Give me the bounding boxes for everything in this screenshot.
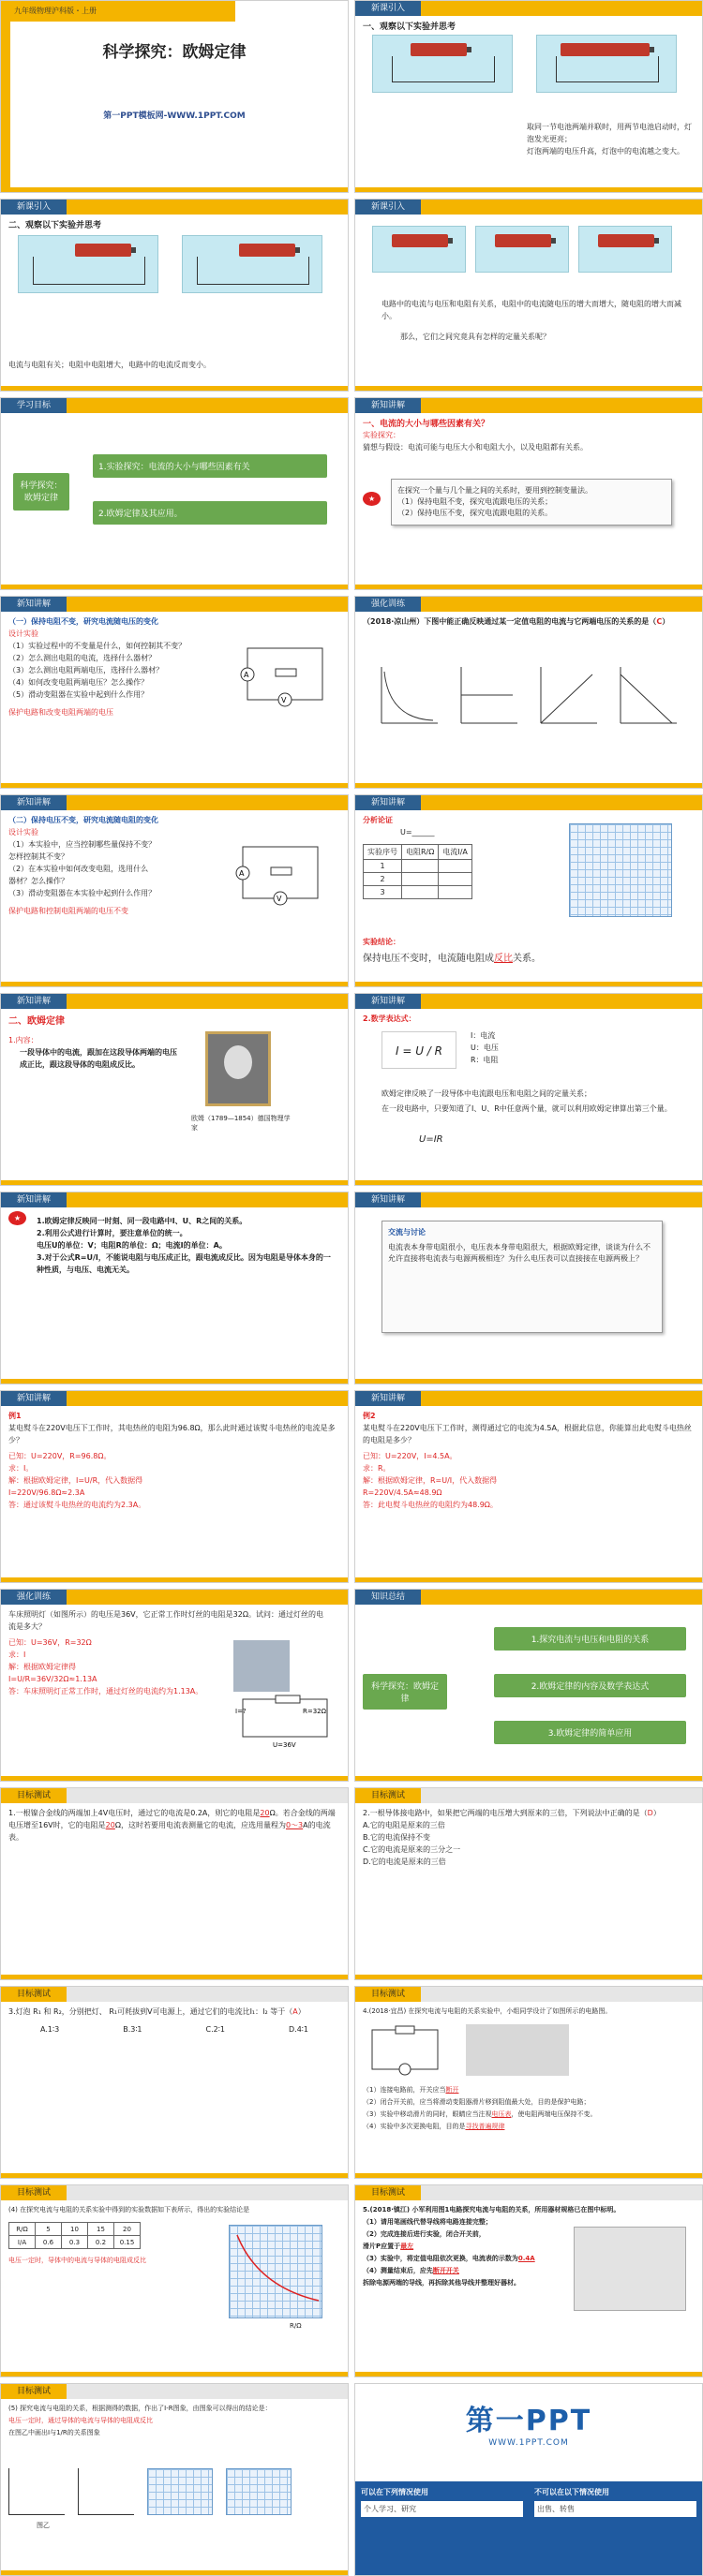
tab-label: 目标测试 xyxy=(1,1788,67,1803)
question-3: （3）滑动变阻器在本实验中起到什么作用？ xyxy=(8,889,157,897)
svg-text:R=32Ω: R=32Ω xyxy=(303,1708,326,1715)
question-4: （4）如何改变电阻两端电压？怎么操作？ xyxy=(8,678,149,687)
svg-text:I=?: I=? xyxy=(235,1708,247,1715)
fill-3: 最左 xyxy=(400,2243,414,2250)
portrait-caption: 欧姆（1789—1854）德国物理学家 xyxy=(191,1115,291,1132)
given: 已知：U=220V，I=4.5A。 xyxy=(363,1452,457,1460)
option-b: B.它的电流保持不变 xyxy=(363,1833,431,1842)
summary-3: 3.欧姆定律的简单应用 xyxy=(494,1721,686,1744)
slide-ohms-law[interactable] xyxy=(0,993,349,1186)
observation-text: 电流与电阻有关；电阻中电阻增大，电路中的电流反而变小。 xyxy=(8,361,211,369)
method-card: 在探究一个量与几个量之间的关系时，要用到控制变量法。 （1）保持电阻不变，探究电流跟电压的关系； （2）保持电压不变，探究电流跟电阻的关系。 xyxy=(391,479,672,526)
summary-topic: 科学探究：欧姆定律 xyxy=(363,1674,447,1710)
subheading: 分析论证 xyxy=(363,816,393,824)
tab-label: 新知讲解 xyxy=(355,1391,421,1406)
page-title: 科学探究：欧姆定律 xyxy=(102,43,247,62)
tab-label: 目标测试 xyxy=(1,2185,67,2200)
answer-text: D xyxy=(647,1809,653,1817)
slide-summary[interactable] xyxy=(354,1589,703,1782)
law-text: 一段导体中的电流，跟加在这段导体两端的电压成正比，跟这段导体的电阻成反比。 xyxy=(20,1048,177,1069)
result: I=U/R=36V/32Ω≈1.13A xyxy=(8,1675,97,1683)
question-text: 2.一根导体接电路中，如果把它两端的电压增大到原来的三倍，下列说法中正确的是（ xyxy=(363,1809,648,1817)
circuit-photo-6 xyxy=(475,226,569,273)
question-text: （2018·凉山州）下图中能正确反映通过某一定值电阻的电流与它两端电压的关系的是（ xyxy=(363,617,657,626)
brand-url: WWW.1PPT.COM xyxy=(488,2438,569,2448)
tab-label: 新课引入 xyxy=(355,1,421,16)
tab-label: 新课引入 xyxy=(355,200,421,215)
license-panel xyxy=(355,2481,702,2575)
question-text: (5) 探究电流与电阻的关系，根据测得的数据，作出了I-R图象，由图象可以得出的结论是： xyxy=(8,2405,272,2412)
observation-text: 取同一节电池两端并联时，用两节电池启动时，灯泡发光更亮； 灯泡两端的电压升高，灯泡中的电流越之变大。 xyxy=(527,123,692,155)
circuit-photo-2 xyxy=(536,35,677,93)
svg-text:V: V xyxy=(281,696,287,704)
example-label: 例2 xyxy=(363,1412,376,1420)
option-c: C.2∶1 xyxy=(205,2025,225,2034)
subheading: 设计实验 xyxy=(8,828,38,836)
circuit-photo-3 xyxy=(18,235,158,293)
objective-topic: 科学探究：欧姆定律 xyxy=(13,473,69,511)
solution: 解：根据欧姆定律得 xyxy=(8,1663,76,1671)
note-icon: ★ xyxy=(8,1211,26,1225)
tab-label: 新知讲解 xyxy=(355,994,421,1009)
option-d: D.它的电流是原来的三倍 xyxy=(363,1858,446,1866)
explanation-1: 欧姆定律反映了一段导体中电流跟电压和电阻之间的定量关系； xyxy=(381,1089,591,1098)
slide-brand[interactable] xyxy=(354,2383,703,2576)
question-text: (4) 在探究电流与电阻的关系实验中得到的实验数据如下表所示，得出的实验结论是 xyxy=(8,2206,250,2213)
answer: 答：此电熨斗电热丝的电阻约为48.9Ω。 xyxy=(363,1501,498,1509)
summary-1: 1.探究电流与电压和电阻的关系 xyxy=(494,1627,686,1651)
fill-4: 0.4A xyxy=(517,2255,535,2262)
tab-label: 新知讲解 xyxy=(1,994,67,1009)
svg-text:A: A xyxy=(239,869,245,878)
question-text: 4.(2018·宜昌) 在探究电流与电阻的关系实验中，小组同学设计了如图所示的电路图。 xyxy=(363,2007,612,2015)
graph-row xyxy=(8,2468,292,2515)
forbidden-title: 不可以在以下情况使用 xyxy=(534,2488,609,2496)
circuit-photo-5 xyxy=(372,226,466,273)
section-heading: （一）保持电阻不变，研究电流随电压的变化 xyxy=(8,617,158,626)
result: I=220V/96.8Ω≈2.3A xyxy=(8,1488,85,1497)
discussion-card: 交流与讨论 电流表本身带电阻很小，电压表本身带电阻很大，根据欧姆定律，谈谈为什么不允许直接将电流表与电源两极相连？为什么电压表可以直接接在电源两极上？ xyxy=(381,1221,663,1333)
option-b: B.3∶1 xyxy=(123,2025,142,2034)
answer-text: A xyxy=(292,2007,298,2016)
question-text: 某电熨斗在220V电压下工作时，其电热丝的电阻为96.8Ω，那么此时通过该熨斗电热丝的电流是多少？ xyxy=(8,1424,336,1444)
answer-text: 电压一定时，导体中的电流与导体的电阻成反比 xyxy=(8,2257,146,2264)
objective-2: 2.欧姆定律及其应用。 xyxy=(93,501,327,525)
slide-notes[interactable] xyxy=(0,1192,349,1384)
circuit-diagram xyxy=(233,837,327,912)
answer-text: 保护电路和控制电阻两端的电压不变 xyxy=(8,907,128,915)
content-label: 1.内容： xyxy=(8,1036,38,1044)
conclusion-fill: 反比 xyxy=(494,954,513,964)
section-heading: 二、欧姆定律 xyxy=(8,1016,65,1027)
tab-label: 目标测试 xyxy=(355,1987,421,2002)
answer-text: 电压一定时，通过导体的电流与导体的电阻成反比 xyxy=(8,2417,153,2424)
objective-1: 1.实验探究：电流的大小与哪些因素有关 xyxy=(93,454,327,478)
note-1: 1.欧姆定律反映同一时刻、同一段电路中I、U、R之间的关系。 xyxy=(37,1217,247,1225)
tab-label: 强化训练 xyxy=(355,597,421,612)
question-text: 1.一根镍合金线的两端加上4V电压时，通过它的电流是0.2A，则它的电阻是 xyxy=(8,1809,261,1817)
circuit-photo-4 xyxy=(182,235,322,293)
tab-label: 目标测试 xyxy=(1,1987,67,2002)
slide-formula[interactable] xyxy=(354,993,703,1186)
graph-paper xyxy=(569,823,672,917)
voltage-blank: U=______ xyxy=(400,828,435,836)
allowed-title: 可以在下列情况使用 xyxy=(361,2488,428,2496)
circuit-photo-7 xyxy=(578,226,672,273)
slide-test-3[interactable]: 目标测试 3.灯泡 R₁ 和 R₂，分别把灯、 R₁可耗拔到V可电源上，通过它们的电流比I₁：I₂ 等于（A） A.1∶3 B.3∶1 C.2∶1 D.4∶1 xyxy=(0,1986,349,2179)
slide-factors[interactable] xyxy=(354,397,703,590)
find: 求：I xyxy=(8,1651,26,1659)
tab-label: 新知讲解 xyxy=(1,1391,67,1406)
circuit-diagram xyxy=(238,639,332,714)
data-table: 实验序号 电阻R/Ω 电流I/A 1 2 3 xyxy=(363,844,472,899)
tab-label: 目标测试 xyxy=(355,2185,421,2200)
slide-example-1[interactable] xyxy=(0,1390,349,1583)
answer-2: 20 xyxy=(105,1821,115,1829)
lamp-circuit xyxy=(233,1695,337,1751)
question-2b: 器材？怎么操作？ xyxy=(8,877,68,885)
tab-label: 新知讲解 xyxy=(355,398,421,413)
tab-label: 新知讲解 xyxy=(355,795,421,810)
tab-label: 学习目标 xyxy=(1,398,67,413)
slide-intro-3[interactable] xyxy=(354,199,703,392)
explanation-2: 在一段电路中，只要知道了I、U、R中任意两个量，就可以利用欧姆定律算出第三个量。 xyxy=(381,1104,672,1113)
given: 已知：U=36V，R=32Ω xyxy=(8,1638,92,1647)
summary-text: 电路中的电流与电压和电阻有关系，电阻中的电流随电压的增大而增大，随电阻的增大而减小。 xyxy=(381,300,681,320)
section-heading: 一、观察以下实验并思考 xyxy=(363,22,456,32)
result: R=220V/4.5A≈48.9Ω xyxy=(363,1488,442,1497)
conclusion-label: 实验结论： xyxy=(363,938,400,946)
slide-test-4[interactable]: 目标测试 4.(2018·宜昌) 在探究电流与电阻的关系实验中，小组同学设计了如图所示的电路图。 （1）连接电路前，开关应当断开 （2）闭合开关前，应当将滑动变阻器滑片移到阻值最大处，目的是保护电路； （3）实验中移动滑片的同时，眼睛应当注视电压表，使电阻两端电压保持不变。 （4）实验中多次更换电阻，目的是寻找普遍规律 xyxy=(354,1986,703,2179)
fill-4: 寻找普遍规律 xyxy=(465,2123,505,2130)
formula-label: 2.数学表达式： xyxy=(363,1014,416,1023)
find: 求：R。 xyxy=(363,1464,391,1473)
allowed-item: 个人学习、研究 xyxy=(361,2501,523,2517)
find: 求：I。 xyxy=(8,1464,34,1473)
fill-3: 电压表 xyxy=(491,2110,512,2118)
option-a: A.它的电阻是原来的三倍 xyxy=(363,1821,445,1829)
hypothesis-text: 猜想与假设：电流可能与电压大小和电阻大小，以及电阻都有关系。 xyxy=(363,443,588,452)
question-1b: 怎样控制其不变？ xyxy=(8,852,68,861)
answer: 答：通过该熨斗电热丝的电流约为2.3A。 xyxy=(8,1501,146,1509)
grade-label: 九年级物理沪科版・上册 xyxy=(14,7,97,15)
section-heading: 二、观察以下实验并思考 xyxy=(8,221,102,230)
section-heading: （二）保持电压不变，研究电流随电阻的变化 xyxy=(8,816,158,824)
figure-caption: 图乙 xyxy=(37,2522,50,2529)
answer: 答：车床照明灯正常工作时，通过灯丝的电流约为1.13A。 xyxy=(8,1687,203,1695)
answer-1: 20 xyxy=(260,1809,270,1817)
summary-2: 2.欧姆定律的内容及数学表达式 xyxy=(494,1674,686,1697)
tab-label: 新知讲解 xyxy=(1,795,67,810)
question-3: （3）怎么测出电阻两端电压，选择什么器材？ xyxy=(8,666,164,674)
tab-label: 新课引入 xyxy=(1,200,67,215)
conclusion-text: 保持电压不变时，电流随电阻成 xyxy=(363,954,494,964)
graph-paper xyxy=(229,2225,322,2318)
svg-text:U=36V: U=36V xyxy=(273,1741,296,1749)
tab-label: 新知讲解 xyxy=(1,597,67,612)
example-label: 例1 xyxy=(8,1412,22,1420)
note-icon: ★ xyxy=(363,492,381,506)
slide-title[interactable] xyxy=(0,0,349,193)
slide-objectives[interactable] xyxy=(0,397,349,590)
slide-discussion[interactable] xyxy=(354,1192,703,1384)
svg-text:A: A xyxy=(244,671,249,679)
note-4: 3.对于公式R=U/I，不能说电阻与电压成正比，跟电流成反比。因为电阻是导体本身的一种性质，与电压、电流无关。 xyxy=(37,1253,331,1274)
slide-test-6[interactable]: 目标测试 5.(2018·镇江) 小军利用图1电路探究电流与电阻的关系，所用器材规格已在图中标明。 （1）请用笔画线代替导线将电路连接完整； （2）完成连接后进行实验，闭合开关前， 滑片P应置于最左 （3）实验中，将定值电阻依次更换，电流表的示数为0.4A （4）测量结束后，应先断开开关 拆除电源两端的导线，再拆除其他导线并整理好器材。 xyxy=(354,2184,703,2377)
slide-practice-graph[interactable]: 强化训练 （2018·凉山州）下图中能正确反映通过某一定值电阻的电流与它两端电压的关系的是（C） xyxy=(354,596,703,789)
slide-test-7[interactable] xyxy=(0,2383,349,2576)
question-text: 那么，它们之间究竟具有怎样的定量关系呢？ xyxy=(400,333,550,341)
legend: I：电流 U：电压 R：电阻 xyxy=(471,1031,499,1064)
formula-box: I = U / R xyxy=(381,1031,456,1069)
answer-text: 保护电路和改变电阻两端的电压 xyxy=(8,708,113,717)
brand-logo: 第一PPT xyxy=(465,2405,592,2437)
subheading: 设计实验 xyxy=(8,629,38,638)
svg-text:V: V xyxy=(277,895,282,903)
tab-label: 新知讲解 xyxy=(355,1192,421,1207)
slide-constant-voltage[interactable] xyxy=(0,794,349,987)
question-text: 车床照明灯（如图所示）的电压是36V，它正常工作时灯丝的电阻是32Ω。试问：通过灯丝的电流是多大？ xyxy=(8,1610,323,1631)
answer-graphs xyxy=(363,662,696,737)
section-heading: 一、电流的大小与哪些因素有关？ xyxy=(363,420,490,429)
option-a: A.1∶3 xyxy=(40,2025,60,2034)
slide-test-5[interactable] xyxy=(0,2184,349,2377)
derived-formula: U=IR xyxy=(419,1134,443,1145)
slide-constant-resistance[interactable] xyxy=(0,596,349,789)
slide-intro-2[interactable] xyxy=(0,199,349,392)
data-table: R/Ω 5 10 15 20 I/A 0.6 0.3 0.2 0.15 xyxy=(8,2222,141,2249)
slide-analysis[interactable]: 新知讲解 分析论证 U=______ 实验序号 电阻R/Ω 电流I/A 1 2 3 实验结论： 保持电压不变时，电流随电阻成反比关系。 xyxy=(354,794,703,987)
tab-label: 目标测试 xyxy=(355,1788,421,1803)
question-2: （2）在本实验中如何改变电阻，选用什么 xyxy=(8,865,149,873)
slide-test-1[interactable]: 目标测试 1.一根镍合金线的两端加上4V电压时，通过它的电流是0.2A，则它的电阻是20Ω。若合金线的两端电压增至16V时，它的电阻是20Ω，这时若要用电流表测量它的电流，应选用量程为0～3A的电流表。 xyxy=(0,1787,349,1980)
option-d: D.4∶1 xyxy=(288,2025,308,2034)
slide-test-2[interactable]: 目标测试 2.一根导体接电路中，如果把它两端的电压增大到原来的三倍，下列说法中正确的是（D） A.它的电阻是原来的三倍 B.它的电流保持不变 C.它的电流是原来的三分之一 D.它的电流是原来的三倍 xyxy=(354,1787,703,1980)
portrait-ohm xyxy=(205,1031,271,1106)
question-1: （1）实验过程中的不变量是什么，如何控制其不变？ xyxy=(8,642,187,650)
tab-label: 强化训练 xyxy=(1,1590,67,1605)
question-text: 5.(2018·镇江) 小军利用图1电路探究电流与电阻的关系，所用器材规格已在图中标明。 xyxy=(363,2206,621,2213)
tab-label: 新知讲解 xyxy=(1,1192,67,1207)
answer-text: C xyxy=(656,617,663,626)
fill-1: 断开 xyxy=(445,2086,459,2094)
fill-5: 断开开关 xyxy=(432,2267,459,2274)
subheading: 实验探究： xyxy=(363,431,400,439)
apparatus-photo xyxy=(574,2227,686,2311)
answer-3: 0～3 xyxy=(285,1821,304,1829)
circuit-photo-1 xyxy=(372,35,513,93)
note-2: 2.利用公式进行计算时，要注意单位的统一。 xyxy=(37,1229,187,1237)
solution: 解：根据欧姆定律，I=U/R，代入数据得 xyxy=(8,1476,143,1485)
note-3: 电压U的单位：V；电阻R的单位：Ω；电流I的单位：A。 xyxy=(37,1241,227,1250)
tab-label: 知识总结 xyxy=(355,1590,421,1605)
slide-practice-lamp[interactable] xyxy=(0,1589,349,1782)
option-c: C.它的电流是原来的三分之一 xyxy=(363,1845,461,1854)
circuit-diagram xyxy=(363,2022,447,2079)
apparatus-photo xyxy=(466,2024,569,2076)
question-2: （2）怎么测出电阻的电流，选择什么器材？ xyxy=(8,654,157,662)
question-5: （5）滑动变阻器在实验中起到什么作用？ xyxy=(8,690,149,699)
slide-intro-1[interactable] xyxy=(354,0,703,193)
lathe-photo xyxy=(233,1640,290,1692)
task-text: 在图乙中画出I与1/R的关系图象 xyxy=(8,2429,100,2436)
tab-label: 目标测试 xyxy=(1,2384,67,2399)
question-text: 3.灯泡 R₁ 和 R₂，分别把灯、 R₁可耗拔到V可电源上，通过它们的电流比I₁：I₂ 等于（ xyxy=(8,2007,293,2016)
given: 已知：U=220V，R=96.8Ω。 xyxy=(8,1452,112,1460)
slide-example-2[interactable] xyxy=(354,1390,703,1583)
question-1: （1）本实验中，应当控制哪些量保持不变？ xyxy=(8,840,157,849)
question-text: 某电熨斗在220V电压下工作时，测得通过它的电流为4.5A，根据此信息，你能算出此电熨斗电热丝的电阻是多少？ xyxy=(363,1424,692,1444)
solution: 解：根据欧姆定律，R=U/I，代入数据得 xyxy=(363,1476,498,1485)
axis-label: R/Ω xyxy=(290,2322,302,2330)
forbidden-item: 出售、转售 xyxy=(534,2501,696,2517)
site-label: 第一PPT模板网-WWW.1PPT.COM xyxy=(103,111,246,121)
